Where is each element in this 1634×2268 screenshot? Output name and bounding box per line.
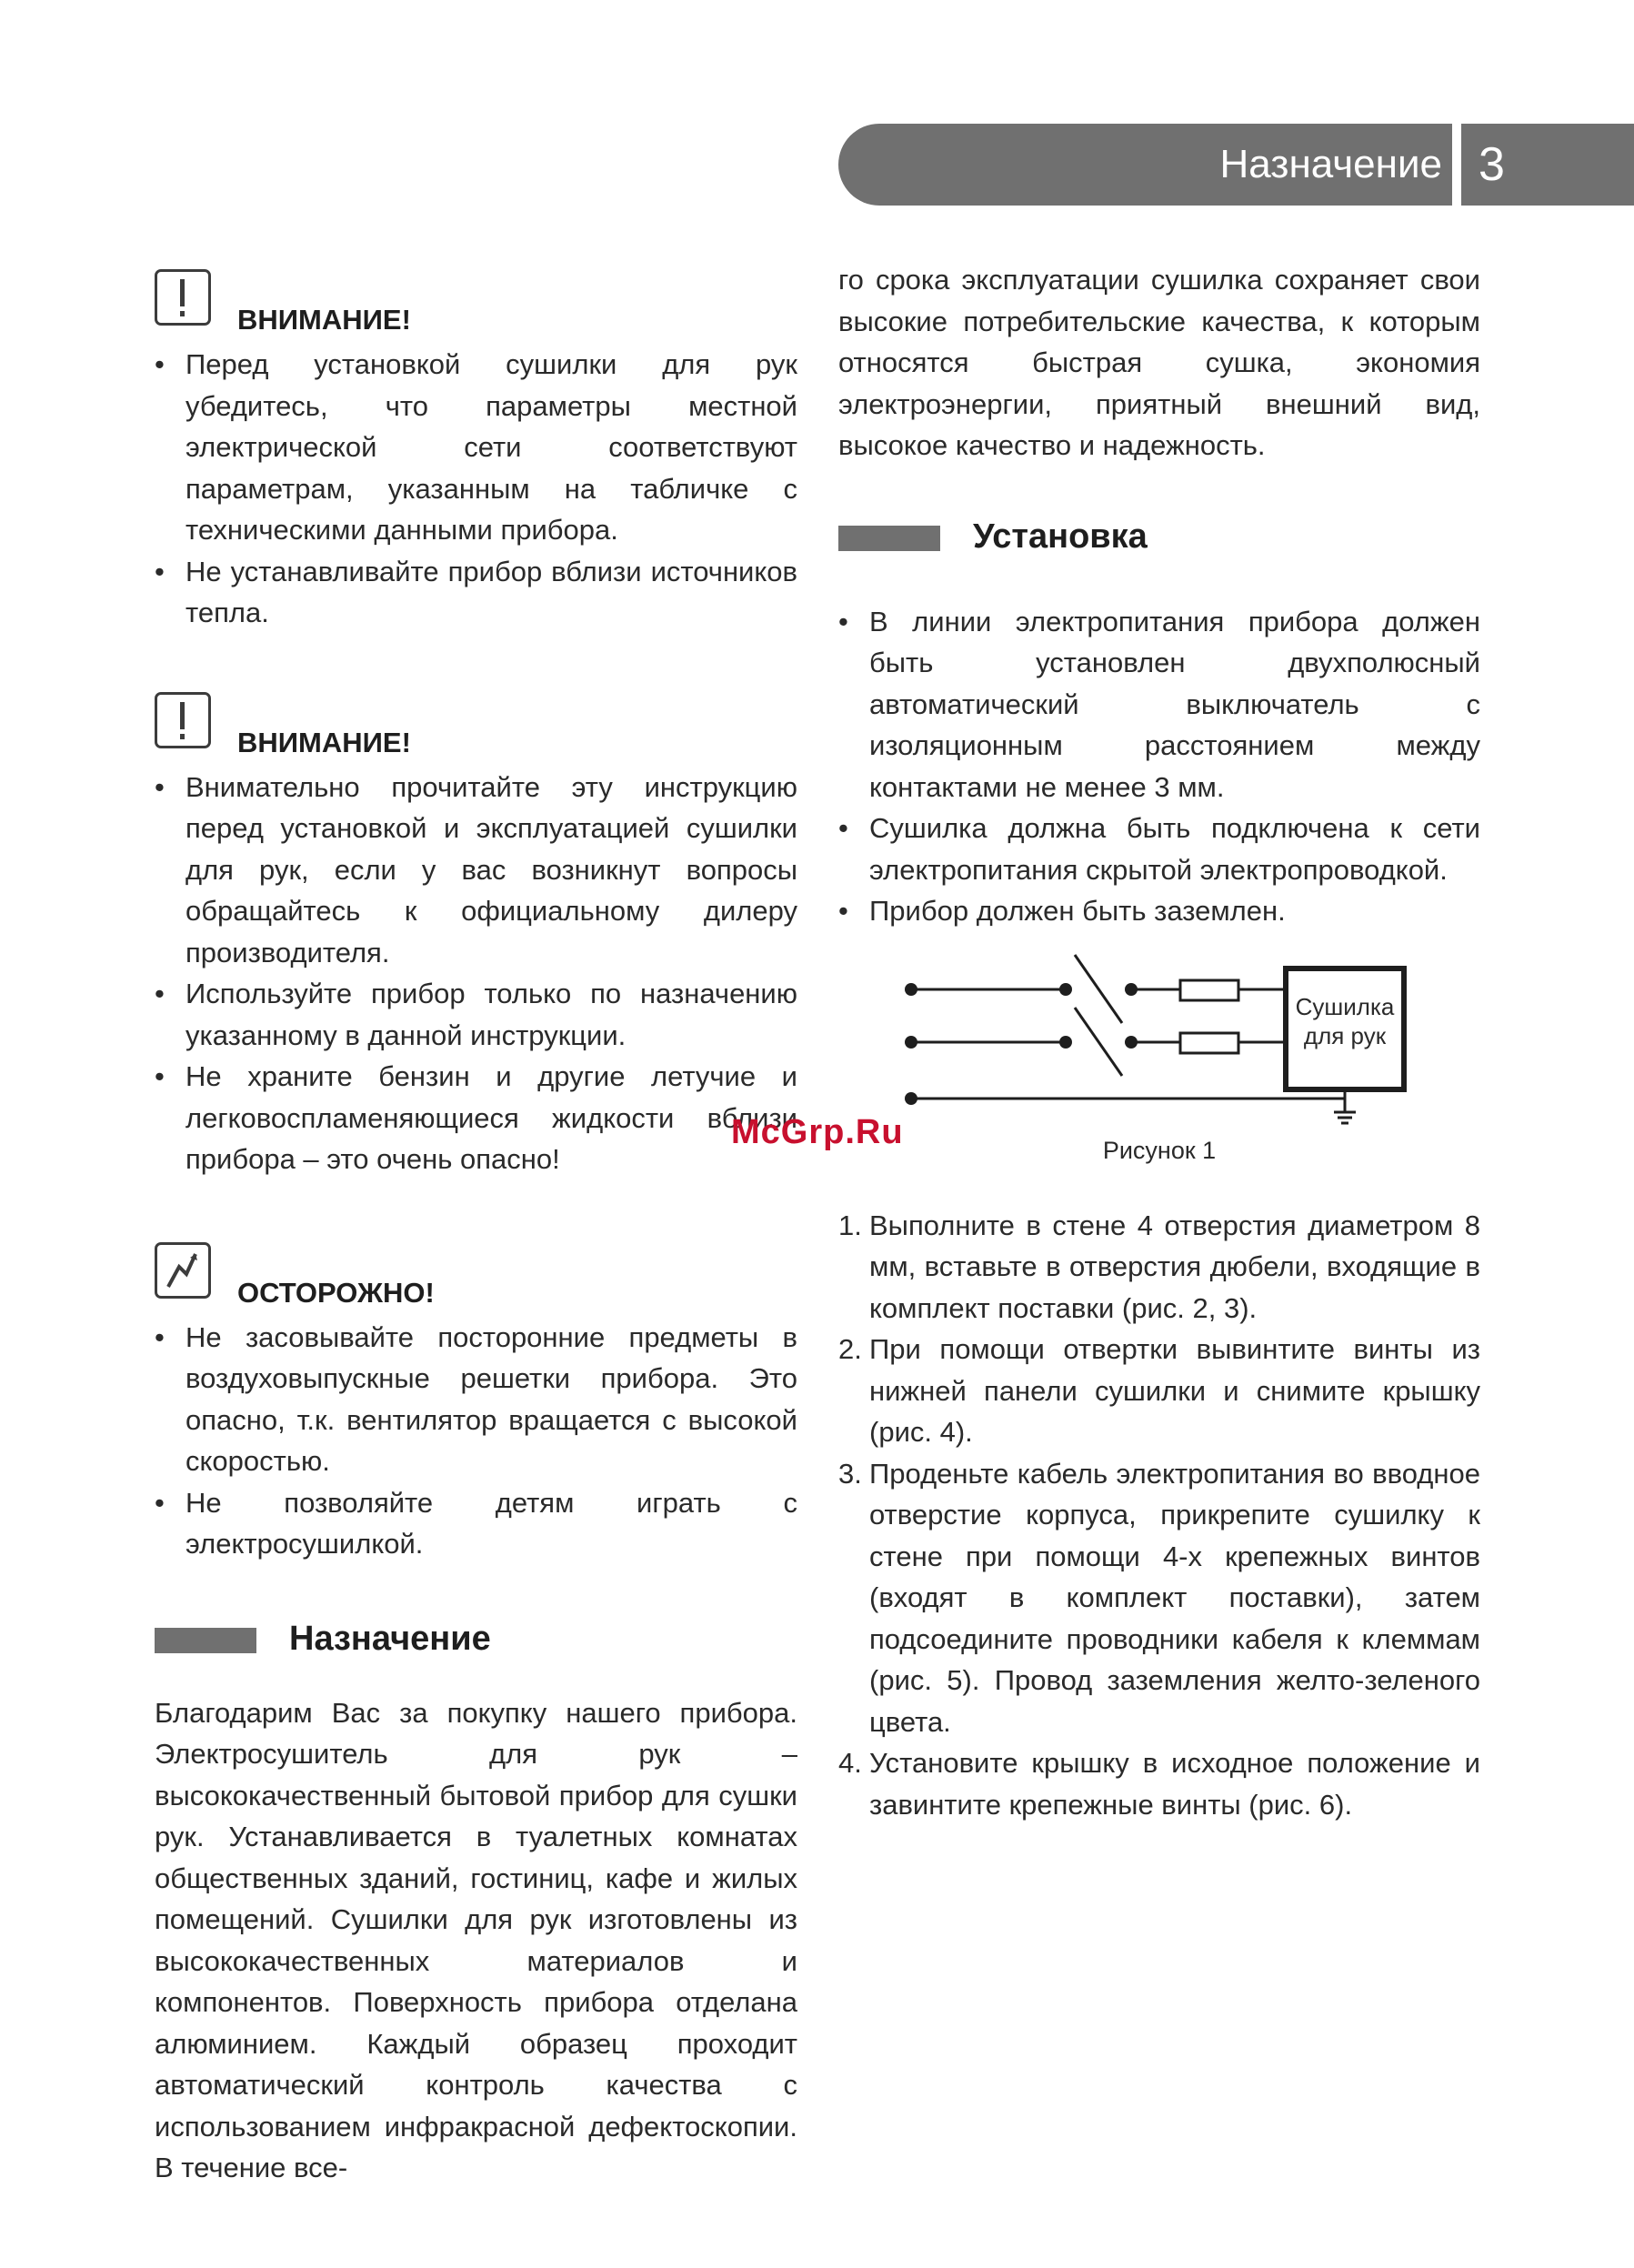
list-item: • Используйте прибор только по назначению указанному в данной инструкции. <box>155 973 797 1056</box>
header-divider <box>1452 124 1461 206</box>
header-section-title: Назначение <box>1219 142 1442 186</box>
section-title: Установка <box>973 517 1148 556</box>
step-text: Выполните в стене 4 отверстия диаметром 8 мм, вставьте в отверстия дюбели, входящие в комплект поставки (рис. 2, 3). <box>869 1209 1480 1324</box>
figure-caption: Рисунок 1 <box>1102 1136 1217 1164</box>
left-column <box>155 269 797 2189</box>
page-header <box>838 124 1634 206</box>
step-number: 1. <box>838 1209 862 1241</box>
warning-label: ОСТОРОЖНО! <box>237 1276 435 1309</box>
list-item: • Внимательно прочитайте эту инструкцию перед установкой и эксплуатацией сушилки для рук, если у вас возникнут вопросы обращайтесь к официальному дилеру производителя. <box>155 767 797 974</box>
list-item: • Прибор должен быть заземлен. <box>838 890 1480 932</box>
page-number: 3 <box>1479 138 1505 191</box>
list-item: • Сушилка должна быть подключена к сети электропитания скрытой электропроводкой. <box>838 808 1480 890</box>
step-text: Проденьте кабель электропитания во вводное отверстие корпуса, прикрепите сушилку к стене при помощи 4-х крепежных винтов (входят в комплект поставки), затем подсоедините проводники кабеля к клеммам (рис. 5). Провод заземления желто-зеленого цвета. <box>869 1457 1480 1738</box>
warning-list-1 <box>155 344 797 634</box>
list-item: • Не храните бензин и другие летучие и легковоспламеняющиеся жидкости вблизи прибора – это очень опасно! <box>155 1056 797 1180</box>
list-item: • Перед установкой сушилки для рук убедитесь, что параметры местной электрической сети соответствуют параметрам, указанным на табличке с техническими данными прибора. <box>155 344 797 551</box>
warning-list-3 <box>155 1317 797 1565</box>
list-item <box>838 1742 1480 1825</box>
list-item: • В линии электропитания прибора должен быть установлен двухполюсный автоматический выключатель с изоляционным расстоянием между контактами не менее 3 мм. <box>838 601 1480 808</box>
heading-bar <box>838 526 940 551</box>
purpose-text-left: Благодарим Вас за покупку нашего прибора. Электросушитель для рук – высококачественный бытовой прибор для сушки рук. Устанавливается в туалетных комнатах общественных зданий, гостиниц, кафе и жилых помещений. Сушилки для рук изготовлены из высококачественных материалов и компонентов. Поверхность прибора отделана алюминием. Каждый образец проходит автоматический контроль качества с использованием инфракрасной дефектоскопии. В течение все- <box>155 1696 797 2183</box>
installation-list <box>838 601 1480 932</box>
exclamation-icon <box>155 269 211 326</box>
step-number: 4. <box>838 1747 862 1779</box>
list-item <box>838 1329 1480 1453</box>
device-label-line2: для рук <box>1303 1021 1387 1049</box>
installation-steps <box>838 1205 1480 1826</box>
section-heading-purpose <box>155 1612 797 1667</box>
device-label-line1: Сушилка <box>1295 992 1395 1020</box>
warning-label: ВНИМАНИЕ! <box>237 726 411 758</box>
warning-list-2 <box>155 767 797 1180</box>
section-heading-installation <box>838 510 1480 565</box>
heading-bar <box>155 1628 256 1653</box>
list-item <box>838 1453 1480 1743</box>
list-item: • Не позволяйте детям играть с электросушилкой. <box>155 1482 797 1565</box>
exclamation-icon <box>155 692 211 748</box>
figure-1 <box>838 932 1480 1205</box>
step-number: 3. <box>838 1457 862 1490</box>
warning-block-3 <box>155 1242 797 1317</box>
step-text: Установите крышку в исходное положение и завинтите крепежные винты (рис. 6). <box>869 1747 1480 1821</box>
list-item: • Не устанавливайте прибор вблизи источников тепла. <box>155 551 797 634</box>
section-title: Назначение <box>289 1619 491 1658</box>
right-column <box>838 259 1480 1825</box>
list-item <box>838 1205 1480 1330</box>
lightning-icon <box>155 1242 211 1299</box>
watermark: McGrp.Ru <box>731 1113 904 1151</box>
warning-block-1 <box>155 269 797 344</box>
warning-label: ВНИМАНИЕ! <box>237 304 411 336</box>
step-text: При помощи отвертки вывинтите винты из нижней панели сушилки и снимите крышку (рис. 4). <box>869 1333 1480 1448</box>
purpose-text-right: го срока эксплуатации сушилка сохраняет свои высокие потребительские качества, к которым относятся быстрая сушка, экономия электроэнергии, приятный внешний вид, высокое качество и надежность. <box>838 264 1480 461</box>
warning-block-2 <box>155 692 797 767</box>
wiring-diagram <box>838 932 1480 1132</box>
list-item: • Не засовывайте посторонние предметы в воздуховыпускные решетки прибора. Это опасно, т.к. вентилятор вращается с высокой скоростью. <box>155 1317 797 1482</box>
step-number: 2. <box>838 1333 862 1365</box>
